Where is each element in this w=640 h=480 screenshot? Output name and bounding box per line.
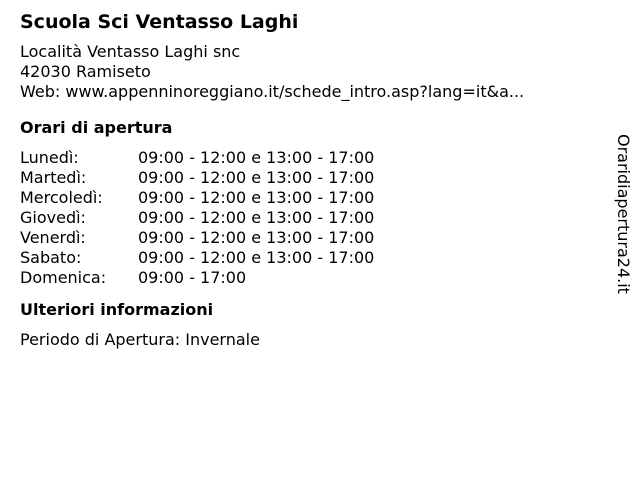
day-hours: 09:00 - 12:00 e 13:00 - 17:00	[138, 148, 375, 167]
hours-row-wednesday	[20, 188, 600, 208]
hours-row-sunday	[20, 268, 600, 288]
opening-hours-table	[20, 148, 600, 288]
day-label: Venerdì:	[20, 228, 86, 247]
hours-row-friday	[20, 228, 600, 248]
side-brand-watermark	[612, 134, 634, 310]
hours-row-tuesday	[20, 168, 600, 188]
day-hours: 09:00 - 12:00 e 13:00 - 17:00	[138, 168, 375, 187]
address-street: Località Ventasso Laghi snc	[20, 42, 241, 61]
address-city: 42030 Ramiseto	[20, 62, 151, 81]
further-info-text: Periodo di Apertura: Invernale	[20, 330, 260, 349]
day-label: Sabato:	[20, 248, 82, 267]
day-label: Domenica:	[20, 268, 107, 287]
day-hours: 09:00 - 12:00 e 13:00 - 17:00	[138, 188, 375, 207]
business-listing	[20, 10, 600, 350]
opening-hours-heading: Orari di apertura	[20, 118, 173, 137]
day-label: Giovedì:	[20, 208, 86, 227]
day-hours: 09:00 - 12:00 e 13:00 - 17:00	[138, 228, 375, 247]
page-title: Scuola Sci Ventasso Laghi	[20, 11, 299, 33]
day-label: Lunedì:	[20, 148, 79, 167]
day-hours: 09:00 - 12:00 e 13:00 - 17:00	[138, 248, 375, 267]
address-block	[20, 42, 600, 102]
hours-row-thursday	[20, 208, 600, 228]
day-hours: 09:00 - 17:00	[138, 268, 247, 287]
day-label: Martedì:	[20, 168, 87, 187]
website-link[interactable]: Web: www.appenninoreggiano.it/schede_intro.asp?lang=it&a...	[20, 82, 525, 101]
hours-row-saturday	[20, 248, 600, 268]
day-hours: 09:00 - 12:00 e 13:00 - 17:00	[138, 208, 375, 227]
day-label: Mercoledì:	[20, 188, 103, 207]
further-info-heading: Ulteriori informazioni	[20, 300, 214, 319]
hours-row-monday	[20, 148, 600, 168]
side-brand-text: Oraridiapertura24.it	[614, 134, 633, 294]
